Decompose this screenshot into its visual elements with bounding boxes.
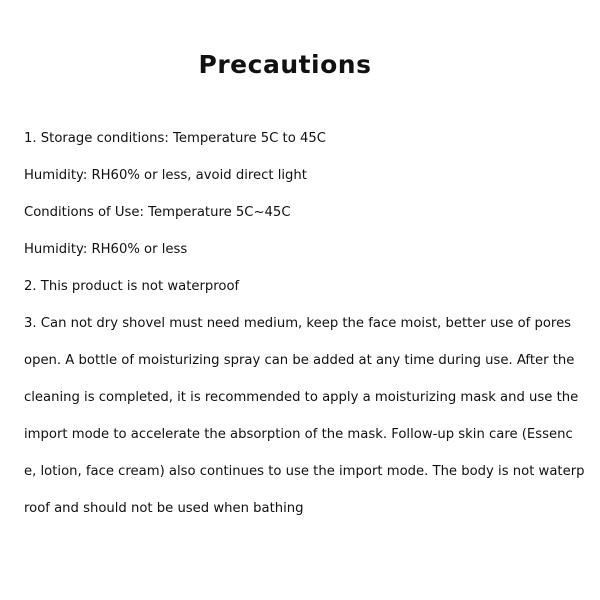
text-line-storage-temperature: 1. Storage conditions: Temperature 5C to 45C [24, 131, 326, 146]
text-line-not-waterproof: 2. This product is not waterproof [24, 279, 240, 294]
text-line-usage-note-1: 3. Can not dry shovel must need medium, keep the face moist, better use of pores [24, 316, 572, 331]
text-line-storage-humidity: Humidity: RH60% or less, avoid direct light [24, 168, 307, 183]
page-title: Precautions [198, 50, 372, 79]
text-line-usage-note-4: import mode to accelerate the absorption of the mask. Follow-up skin care (Essenc [24, 427, 573, 442]
text-line-usage-note-5: e, lotion, face cream) also continues to use the import mode. The body is not waterp [24, 464, 585, 479]
text-line-usage-note-2: open. A bottle of moisturizing spray can be added at any time during use. After the [24, 353, 575, 368]
text-line-use-temperature: Conditions of Use: Temperature 5C~45C [24, 205, 291, 220]
text-line-usage-note-3: cleaning is completed, it is recommended to apply a moisturizing mask and use the [24, 390, 579, 405]
text-line-usage-note-6: roof and should not be used when bathing [24, 501, 304, 516]
text-line-use-humidity: Humidity: RH60% or less [24, 242, 188, 257]
